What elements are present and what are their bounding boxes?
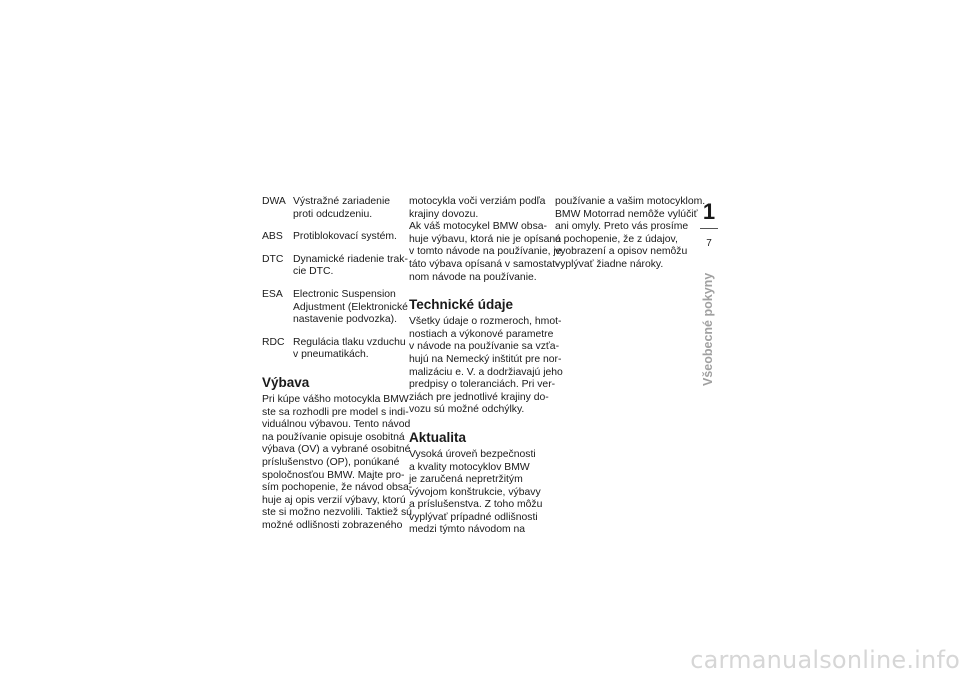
abbr-term: ABS [262,231,283,243]
text-line: vývojom konštrukcie, výbavy [409,486,541,498]
column-3 [555,196,706,272]
paragraph-vybava [262,393,413,533]
section-heading-vybava: Výbava [262,374,310,390]
abbr-def-line: Adjustment (Elektronické [293,301,408,313]
text-line: o pochopenie, že z údajov, [555,233,678,245]
text-line: viduálnou výbavou. Tento návod [262,419,411,431]
abbr-row-abs [262,231,398,244]
abbr-def-line: nastavenie podvozka). [293,314,397,326]
text-line: spoločnosťou BMW. Majte pro- [262,469,405,481]
text-line: výbava (OV) a vybrané osobitné [262,444,411,456]
abbr-def-line: v pneumatikách. [293,349,369,361]
chapter-divider [700,228,718,229]
chapter-title-vertical: Všeobecné pokyny [701,272,715,386]
abbr-def-line: Protiblokovací systém. [293,231,397,243]
text-line: motocykla voči verziám podľa [409,196,546,207]
column-1 [262,196,413,532]
text-line: Vysoká úroveň bezpečnosti [409,448,536,460]
abbr-definition [293,337,406,362]
section-heading-aktualita: Aktualita [409,429,467,445]
watermark-text: carmanualsonline.info [690,646,960,674]
text-line: Pri kúpe vášho motocykla BMW [262,393,409,405]
paragraph-intro [409,196,562,284]
text-line: na používanie opisuje osobitná [262,431,405,443]
abbr-def-line: Dynamické riadenie trak- [293,253,408,265]
text-line: v návode na používanie sa vzťa- [409,341,560,353]
column-2 [409,196,563,537]
text-line: hujú na Nemecký inštitút pre nor- [409,353,562,365]
text-line: BMW Motorrad nemôže vylúčiť [555,208,698,220]
text-line: medzi týmto návodom na [409,524,526,536]
text-line: ste si možno nezvolili. Taktiež sú [262,507,412,519]
text-line: ziách pre jednotlivé krajiny do- [409,391,549,403]
abbr-def-line: Výstražné zariadenie [293,196,391,207]
text-line: vozu sú možné odchýlky. [409,404,525,416]
abbr-term: DTC [262,253,284,265]
text-line: vyplývať žiadne nároky. [555,258,664,270]
section-heading-technicke-udaje: Technické údaje [409,297,514,313]
text-line: predpisy o toleranciách. Pri ver- [409,379,556,391]
text-line: táto výbava opísaná v samostat- [409,258,559,270]
paragraph-aktualita [409,449,545,537]
text-line: Všetky údaje o rozmeroch, hmot- [409,316,562,328]
text-line: nostiach a výkonové parametre [409,328,554,340]
text-line: huje výbavu, ktorá nie je opísaná [409,233,561,245]
abbr-definition [293,231,398,244]
abbr-definition [293,196,398,221]
text-line: Ak váš motocykel BMW obsa- [409,221,548,233]
abbr-def-line: Electronic Suspension [293,288,396,300]
text-line: v tomto návode na používanie, je [409,246,562,258]
text-line: krajiny dovozu. [409,208,479,220]
text-line: vyplývať prípadné odlišnosti [409,511,538,523]
abbr-row-dwa [262,196,398,221]
chapter-number: 1 [702,199,716,224]
paragraph-continuation [555,196,706,272]
abbr-row-esa [262,288,408,327]
text-line: a kvality motocyklov BMW [409,461,530,473]
text-line: nom návode na používanie. [409,271,537,283]
paragraph-technicke-udaje [409,316,563,417]
text-line: používanie a vašim motocyklom. [555,196,706,207]
text-line: a príslušenstva. Z toho môžu [409,499,543,511]
abbr-def-line: proti odcudzeniu. [293,208,373,220]
text-line: možné odlišnosti zobrazeného [262,519,403,531]
text-line: ste sa rozhodli pre model s indi- [262,406,409,418]
text-line: príslušenstvo (OP), ponúkané [262,456,400,468]
abbr-definition [293,289,408,327]
abbr-term: ESA [262,288,283,300]
abbr-def-line: cie DTC. [293,266,334,278]
abbr-definition [293,254,408,279]
text-line: vyobrazení a opisov nemôžu [555,246,688,258]
text-line: malizáciu e. V. a dodržiavajú jeho [409,366,563,378]
abbr-term: RDC [262,336,285,348]
abbr-def-line: Regulácia tlaku vzduchu [293,336,406,348]
abbr-row-rdc [262,336,406,362]
text-line: ani omyly. Preto vás prosíme [555,221,689,233]
page-number: 7 [706,238,712,249]
abbr-row-dtc [262,253,408,279]
text-line: huje aj opis verzií výbavy, ktorú [262,494,406,506]
text-line: je zaručená nepretržitým [409,474,523,486]
text-line: sím pochopenie, že návod obsa- [262,482,413,494]
abbr-term: DWA [262,196,286,207]
